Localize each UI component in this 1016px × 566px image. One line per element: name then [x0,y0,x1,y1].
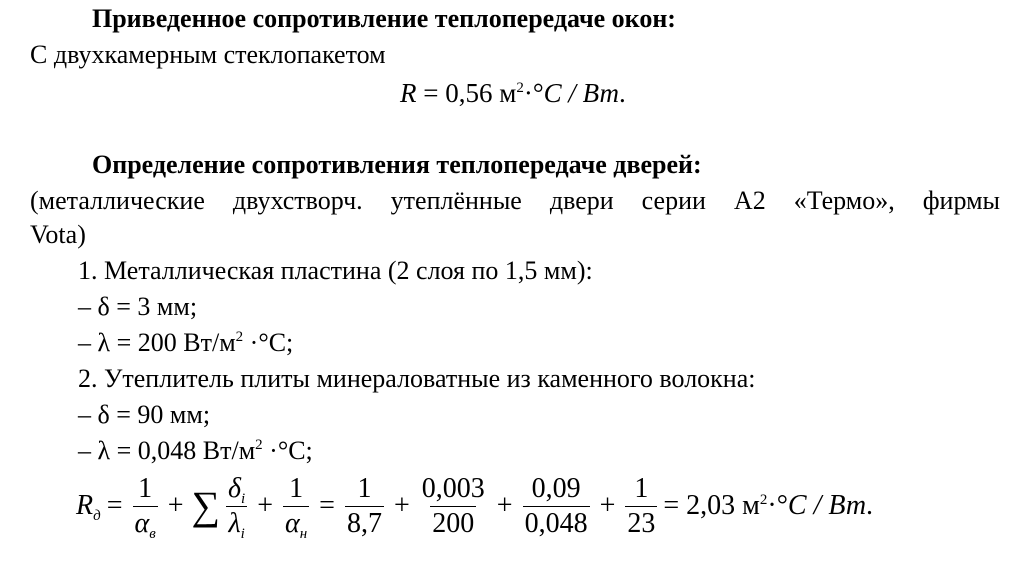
item2-lambda-sup: 2 [255,437,263,453]
item1-delta: – δ = 3 мм; [78,292,198,321]
formula-value: = 0,56 м [423,78,517,108]
item1-lambda [78,328,293,358]
windows-subtitle: С двухкамерным стеклопакетом [30,40,386,69]
plus-sign: + [496,490,513,521]
formula-unit-dot: ·° [523,78,544,108]
fraction-4: $\frac{1}{8,7}$ [346,472,382,539]
equals-sign: = [106,490,123,521]
doors-desc-line1: (металлические двухстворч. утеплённые двери серии А2 «Термо», фирмы [30,186,1000,215]
formula-sup: 2 [516,80,524,96]
formula-unit-slash: / [561,78,583,108]
fraction-7: $\frac{1}{23}$ [627,472,656,539]
fraction-5: $\frac{0,003}{200}$ [421,472,485,539]
plus-sign: + [257,490,274,521]
item1-lambda-post: ·°С; [243,328,294,357]
plus-sign: + [599,490,616,521]
windows-heading: Приведенное сопротивление теплопередаче окон: [92,4,676,33]
formula-unit-vt: Вт [582,78,619,108]
plus-sign: + [167,490,184,521]
fraction-2: $\frac{\delta_i}{\lambda_i}$ [228,472,246,542]
fraction-6: $\frac{0,09}{0,048}$ [524,472,588,539]
formula-end: . [618,78,626,108]
fraction-1: $\frac{1}{\alpha_в}$ [134,472,156,542]
equals-sign: = [319,490,335,521]
item1-lambda-pre: – λ = 200 Вт/м [78,328,236,357]
item2-delta: – δ = 90 мм; [78,400,211,429]
formula-r: R [400,78,417,108]
item2-lambda-post: ·°С; [262,436,313,465]
item1-title: 1. Металлическая пластина (2 слоя по 1,5 мм): [78,256,593,285]
doors-desc-line2: Vota) [30,220,86,249]
sum-symbol: ∑ [191,483,221,528]
windows-formula [400,78,626,108]
plus-sign: + [393,490,410,521]
result-value: = 2,03 $м^2\cdot^\circ C$ / Вт. [663,490,874,521]
item1-lambda-sup: 2 [235,329,244,345]
rd-symbol: $R_д$ [76,490,101,524]
formula-unit-c: C [543,78,562,108]
doors-heading: Определение сопротивления теплопередаче дверей: [92,150,702,179]
item2-lambda [78,436,313,466]
item2-lambda-pre: – λ = 0,048 Вт/м [78,436,256,465]
fraction-3: $\frac{1}{\alpha_н}$ [285,472,308,542]
door-resistance-formula [76,466,873,546]
item2-title: 2. Утеплитель плиты минераловатные из каменного волокна: [78,364,756,393]
